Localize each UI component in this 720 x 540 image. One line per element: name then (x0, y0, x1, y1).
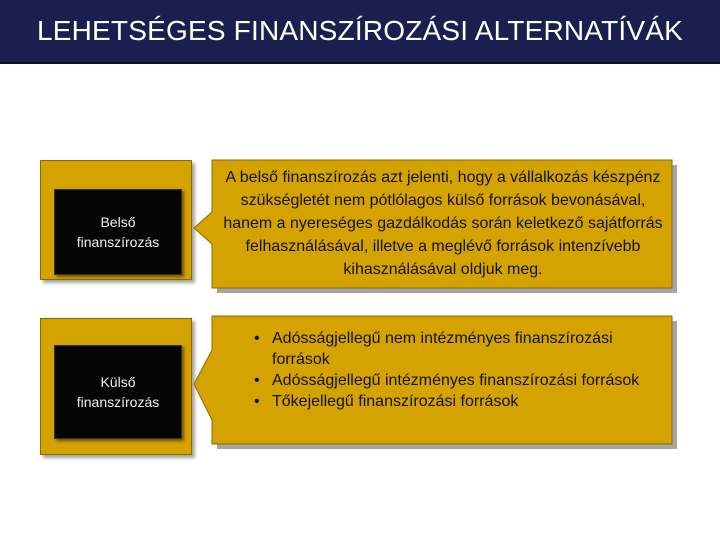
bullet-item (250, 370, 660, 391)
bullet-text: Adósságjellegű intézményes finanszírozási források (272, 372, 640, 389)
bullet-item (250, 391, 660, 412)
external-financing-box (54, 345, 182, 439)
external-bullets (250, 328, 660, 412)
external-bullet-list (250, 328, 660, 412)
external-label-line2: finanszírozás (76, 394, 160, 410)
internal-description-callout (190, 158, 680, 296)
bullet-dot-icon: • (254, 372, 260, 389)
internal-description: A belső finanszírozás azt jelenti, hogy a vállalkozás készpénz szükségletét nem pótlólagos külső források bevonásával, hanem a nyereséges gazdálkodás során keletkező sajátforrás felhasználásával, illetve a meglévő források intenzívebb kihasználásával oldjuk meg. (223, 169, 663, 278)
bullet-dot-icon: • (254, 330, 260, 347)
internal-financing-box (54, 189, 182, 275)
title-bar (0, 0, 720, 64)
bullet-dot-icon: • (254, 393, 260, 410)
internal-label-line1: Belső (100, 214, 136, 230)
external-description-callout (190, 316, 680, 452)
bullet-text: Tőkejellegű finanszírozási források (272, 393, 519, 410)
external-label-line1: Külső (100, 374, 136, 390)
bullet-item (250, 328, 660, 370)
slide-title: LEHETSÉGES FINANSZÍROZÁSI ALTERNATÍVÁK (36, 15, 684, 46)
bullet-text: Adósságjellegű nem intézményes finanszírozási források (272, 330, 613, 368)
internal-label-line2: finanszírozás (76, 234, 160, 250)
